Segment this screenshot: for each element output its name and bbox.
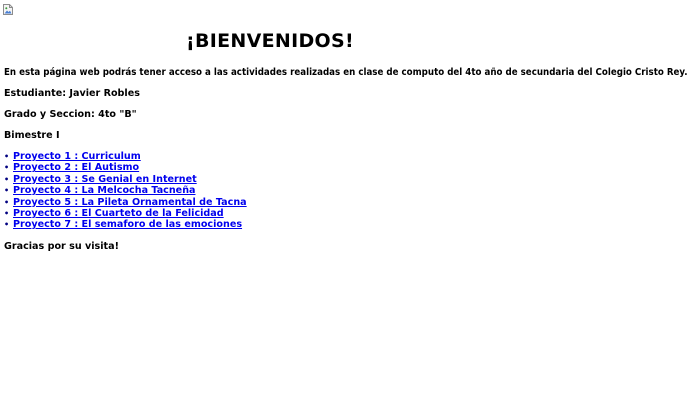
project-link-3[interactable]: Proyecto 3 : Se Genial en Internet bbox=[13, 173, 197, 185]
bullet-icon: • bbox=[4, 208, 10, 218]
project-list bbox=[4, 151, 247, 231]
project-link-1[interactable]: Proyecto 1 : Curriculum bbox=[13, 151, 141, 162]
list-item bbox=[4, 162, 247, 173]
project-link-5[interactable]: Proyecto 5 : La Pileta Ornamental de Tacna bbox=[13, 196, 247, 208]
list-item bbox=[4, 174, 247, 185]
broken-image-icon bbox=[3, 4, 13, 15]
list-item bbox=[4, 197, 247, 208]
bullet-icon: • bbox=[4, 197, 10, 207]
grade-section: Grado y Seccion: 4to "B" bbox=[4, 109, 137, 120]
page-title: ¡BIENVENIDOS! bbox=[186, 30, 354, 52]
project-link-4[interactable]: Proyecto 4 : La Melcocha Tacneña bbox=[13, 185, 196, 197]
project-link-7[interactable]: Proyecto 7 : El semaforo de las emociones bbox=[13, 219, 243, 231]
bullet-icon: • bbox=[4, 186, 10, 196]
project-link-2[interactable]: Proyecto 2 : El Autismo bbox=[13, 162, 140, 174]
project-link-6[interactable]: Proyecto 6 : El Cuarteto de la Felicidad bbox=[13, 207, 224, 219]
intro-text: En esta página web podrás tener acceso a las actividades realizadas en clase de computo del 4to año de secundaria del Colegio Cristo Rey. bbox=[4, 67, 688, 78]
term-heading: Bimestre I bbox=[4, 130, 60, 141]
student-name: Estudiante: Javier Robles bbox=[4, 88, 140, 99]
list-item bbox=[4, 219, 247, 230]
bullet-icon: • bbox=[4, 152, 10, 161]
bullet-icon: • bbox=[4, 174, 10, 184]
bullet-icon: • bbox=[4, 163, 10, 173]
bullet-icon: • bbox=[4, 220, 10, 230]
list-item bbox=[4, 208, 247, 219]
list-item bbox=[4, 185, 247, 196]
closing-text: Gracias por su visita! bbox=[4, 241, 119, 252]
list-item bbox=[4, 151, 247, 162]
